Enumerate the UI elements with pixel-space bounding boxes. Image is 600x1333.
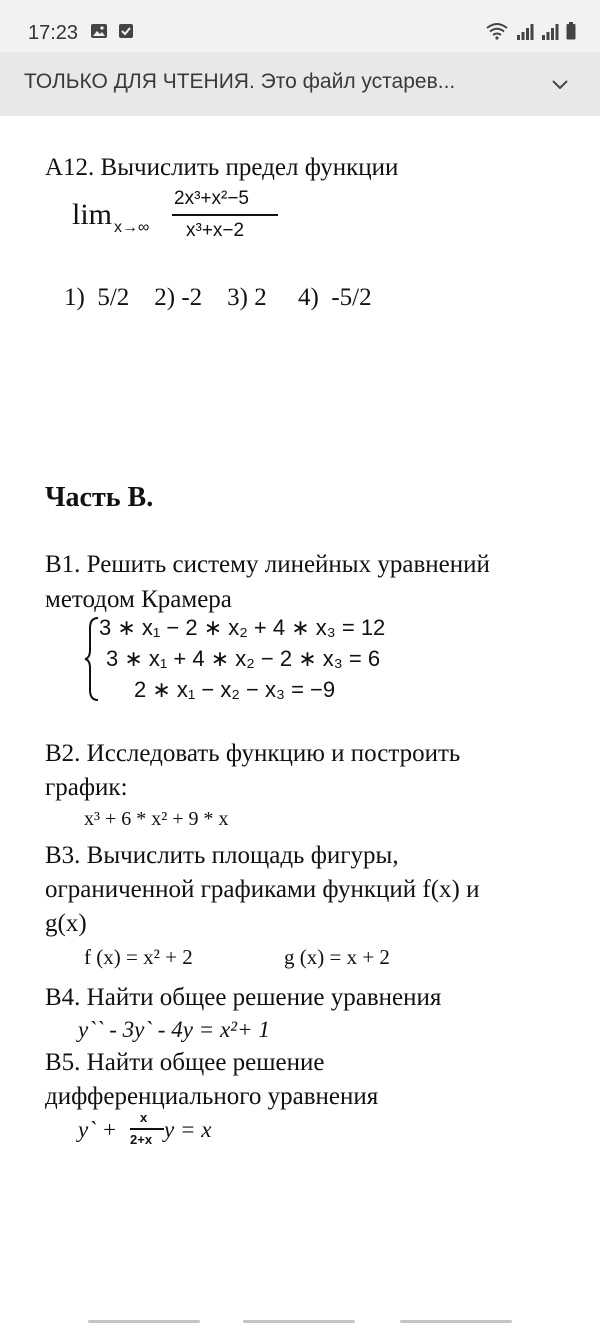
b1-title-line1: В1. Решить систему линейных уравнений <box>45 551 490 578</box>
b5-fraction-numerator: x <box>140 1110 148 1125</box>
b3-title-line3: g(x) <box>45 910 87 937</box>
nav-hint-left[interactable] <box>88 1320 200 1323</box>
a12-fraction-line <box>172 214 278 216</box>
nav-hint-center[interactable] <box>243 1320 355 1323</box>
gallery-notification-icon <box>90 23 108 39</box>
a12-lim: lim <box>72 198 113 231</box>
navigation-bar <box>0 1300 600 1333</box>
b4-title: В4. Найти общее решение уравнения <box>45 984 442 1011</box>
signal-2-icon <box>541 24 559 40</box>
a12-answer-options: 1) 5/2 2) -2 3) 2 4) -5/2 <box>64 284 372 311</box>
part-b-heading: Часть В. <box>45 482 154 513</box>
a12-lim-subscript: x→∞ <box>114 219 150 236</box>
b1-equation-2: 3 ∗ x₁ + 4 ∗ x₂ − 2 ∗ x₃ = 6 <box>106 646 381 671</box>
banner-text: ТОЛЬКО ДЛЯ ЧТЕНИЯ. Это файл устарев... <box>24 70 456 93</box>
b4-formula: y`` - 3y` - 4y = x²+ 1 <box>78 1017 270 1042</box>
b5-fraction-line <box>130 1128 164 1130</box>
b5-fraction-denominator: 2+x <box>130 1132 153 1147</box>
b5-title-line2: дифференциального уравнения <box>45 1083 379 1110</box>
chevron-down-icon[interactable] <box>548 72 572 96</box>
status-indicators <box>485 22 576 40</box>
document-page <box>0 116 600 1333</box>
battery-icon <box>566 22 576 40</box>
b1-equation-1: 3 ∗ x₁ − 2 ∗ x₂ + 4 ∗ x₃ = 12 <box>99 615 386 640</box>
b1-title-line2: методом Крамера <box>45 586 232 613</box>
b5-lhs: y` + <box>78 1117 118 1142</box>
status-time: 17:23 <box>28 22 79 44</box>
system-brace <box>84 616 100 702</box>
read-only-banner[interactable] <box>0 52 600 116</box>
b2-title-line1: В2. Исследовать функцию и построить <box>45 740 461 767</box>
b2-title-line2: график: <box>45 774 128 801</box>
b3-title-line2: ограниченной графиками функций f(x) и <box>45 876 480 903</box>
b5-rhs: y = x <box>164 1117 212 1142</box>
b5-title-line1: В5. Найти общее решение <box>45 1049 325 1076</box>
b2-formula: x³ + 6 * x² + 9 * x <box>84 808 229 830</box>
wifi-icon <box>485 22 509 40</box>
b3-formula-f: f (x) = x² + 2 <box>84 945 193 969</box>
a12-title: A12. Вычислить предел функции <box>45 154 399 181</box>
nav-hint-right[interactable] <box>400 1320 512 1323</box>
b3-formula-g: g (x) = x + 2 <box>284 945 390 969</box>
signal-1-icon <box>516 24 534 40</box>
a12-numerator: 2x³+x²−5 <box>174 188 249 209</box>
a12-denominator: x³+x−2 <box>186 220 245 241</box>
check-notification-icon <box>118 23 134 39</box>
status-bar <box>0 0 600 52</box>
b1-equation-3: 2 ∗ x₁ − x₂ − x₃ = −9 <box>134 677 336 702</box>
b3-title-line1: В3. Вычислить площадь фигуры, <box>45 842 399 869</box>
